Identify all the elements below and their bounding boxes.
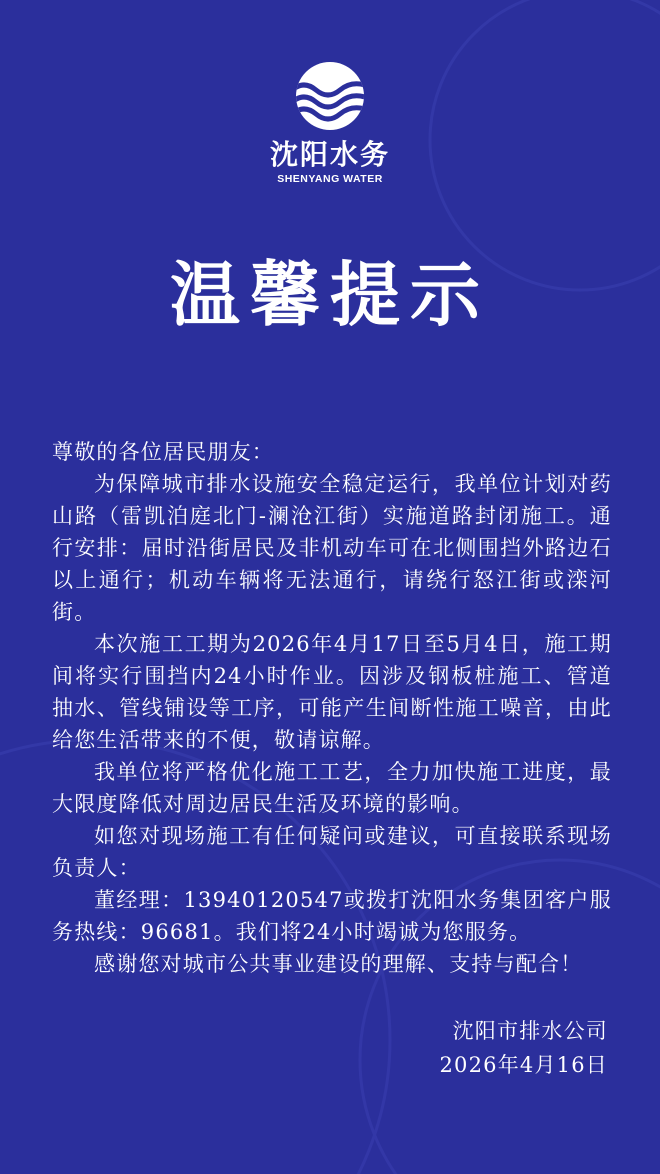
signoff-org: 沈阳市排水公司 xyxy=(452,1019,608,1043)
notice-paragraph: 我单位将严格优化施工工艺，全力加快施工进度，最大限度降低对周边居民生活及环境的影响。 xyxy=(52,760,612,816)
shenyang-water-logo-icon xyxy=(294,60,366,132)
logo-name-cn: 沈阳水务 xyxy=(269,138,390,171)
greeting: 尊敬的各位居民朋友： xyxy=(52,440,274,464)
notice-paragraph: 董经理：13940120547或拨打沈阳水务集团客户服务热线：96681。我们将24小时竭诚为您服务。 xyxy=(52,888,612,944)
logo xyxy=(0,60,660,186)
signoff xyxy=(439,1014,608,1082)
signoff-date: 2026年4月16日 xyxy=(439,1053,608,1077)
notice-body xyxy=(52,436,612,980)
page-title: 温馨提示 xyxy=(170,253,490,336)
notice-paragraph: 感谢您对城市公共事业建设的理解、支持与配合！ xyxy=(94,952,583,976)
notice-paragraph: 如您对现场施工有任何疑问或建议，可直接联系现场负责人： xyxy=(52,824,612,880)
notice-paragraph: 本次施工工期为2026年4月17日至5月4日，施工期间将实行围挡内24小时作业。因涉及钢板桩施工、管道抽水、管线铺设等工序，可能产生间断性施工噪音，由此给您生活带来的不便，敬请谅解。 xyxy=(52,632,612,752)
logo-name-en: SHENYANG WATER xyxy=(277,173,383,185)
notice-paragraph: 为保障城市排水设施安全稳定运行，我单位计划对药山路（雷凯泊庭北门-澜沧江街）实施道路封闭施工。通行安排：届时沿街居民及非机动车可在北侧围挡外路边石以上通行；机动车辆将无法通行，请绕行怒江街或滦河街。 xyxy=(52,472,612,624)
